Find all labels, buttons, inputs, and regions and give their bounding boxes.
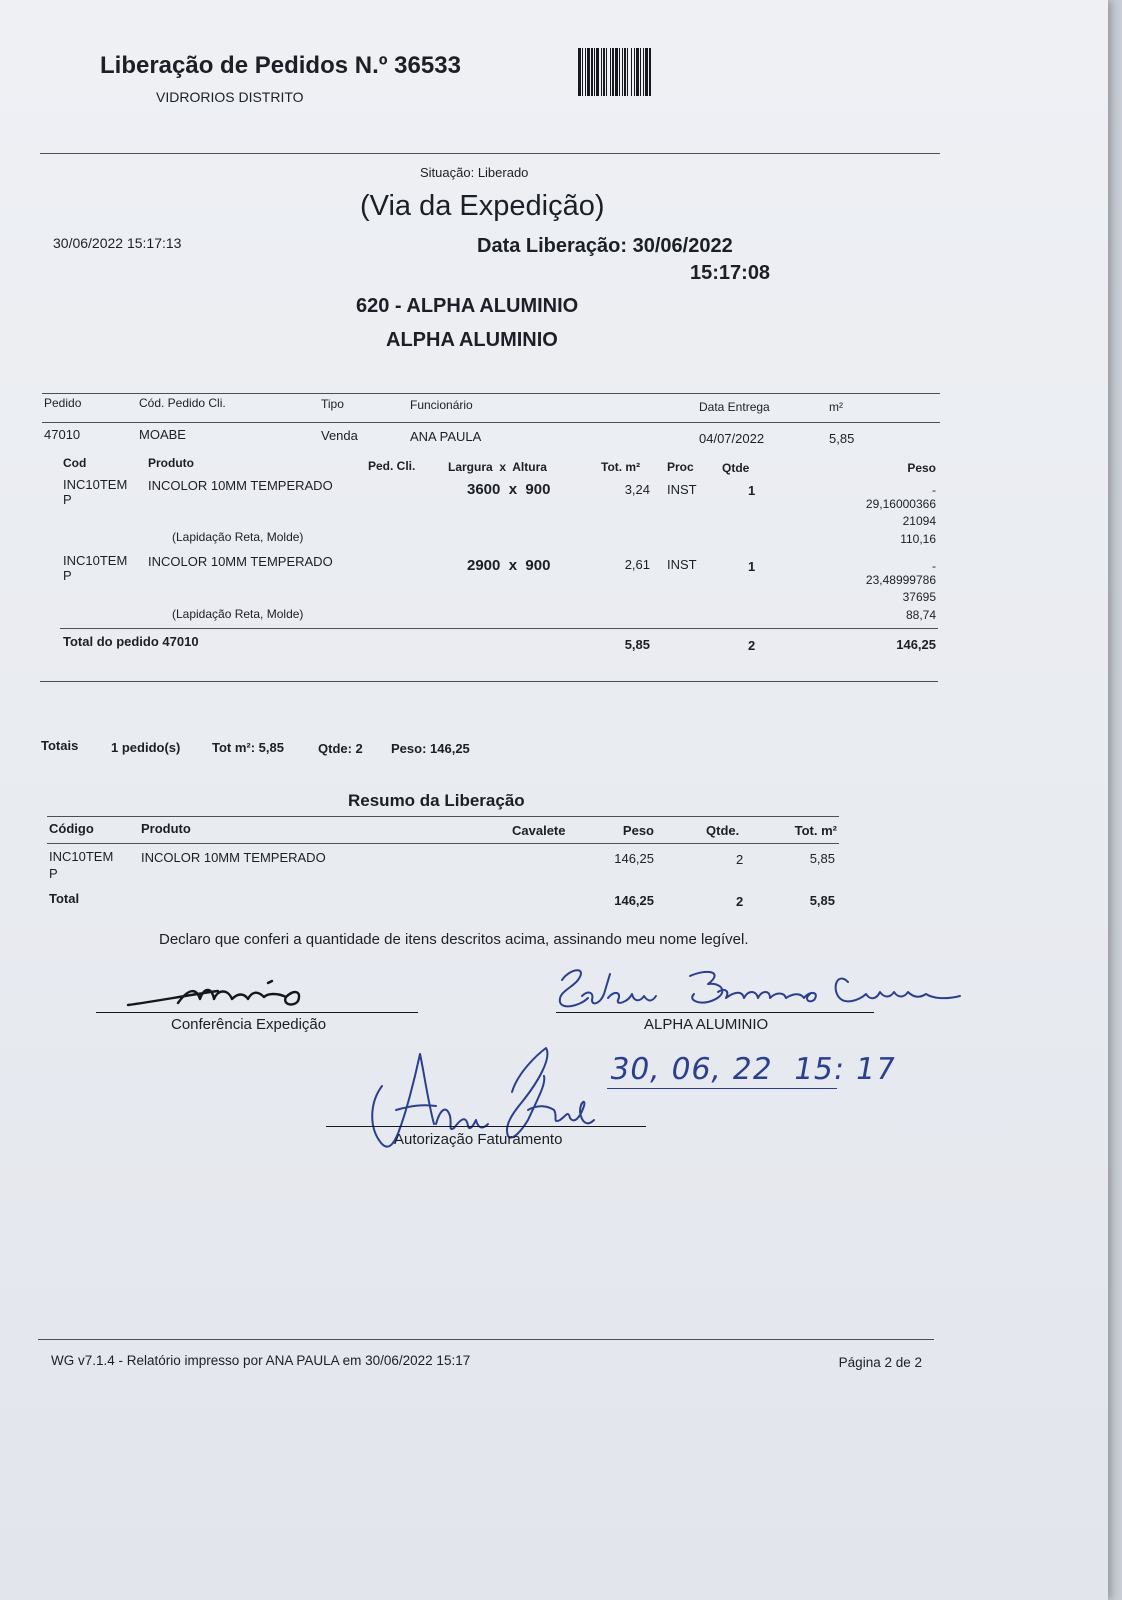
- signature-label-autorizacao: Autorização Faturamento: [394, 1131, 563, 1148]
- client-order-code: MOABE: [139, 427, 186, 442]
- summary-m2: 5,85: [809, 851, 835, 866]
- item-dims: 2900 x 900: [467, 557, 551, 574]
- company-name: VIDRORIOS DISTRITO: [156, 89, 304, 105]
- status-text: Situação: Liberado: [420, 165, 529, 180]
- item-peso-dash: -: [932, 483, 936, 497]
- divider: [60, 628, 938, 629]
- order-type: Venda: [321, 428, 358, 443]
- signature-line: [96, 1012, 418, 1013]
- item-qtde: 1: [748, 559, 756, 574]
- order-m2: 5,85: [829, 431, 855, 446]
- client-name: ALPHA ALUMINIO: [386, 329, 558, 351]
- item-observation: (Lapidação Reta, Molde): [172, 530, 304, 544]
- footer-page-number: Página 2 de 2: [838, 1355, 922, 1370]
- divider: [40, 681, 938, 682]
- barcode: [578, 48, 734, 96]
- item-proc: INST: [667, 557, 697, 572]
- item-peso-total: 110,16: [900, 532, 936, 546]
- summary-col-peso: Peso: [622, 823, 654, 838]
- summary-peso: 146,25: [614, 851, 654, 866]
- item-peso-dash: -: [932, 559, 936, 573]
- item-peso-cont: 21094: [902, 514, 936, 528]
- order-total-m2: 5,85: [624, 637, 650, 652]
- col-cod-pedido-cli: Cód. Pedido Cli.: [139, 396, 226, 410]
- col-m2: m²: [829, 400, 843, 414]
- summary-col-qtde: Qtde.: [706, 823, 740, 838]
- employee: ANA PAULA: [410, 429, 482, 444]
- order-total-qtde: 2: [748, 638, 756, 653]
- release-time: 15:17:08: [690, 262, 771, 284]
- divider: [47, 843, 839, 844]
- items-col-tot-m2: Tot. m²: [601, 460, 641, 474]
- items-col-peso: Peso: [907, 461, 936, 475]
- totals-orders: 1 pedido(s): [111, 740, 181, 755]
- col-data-entrega: Data Entrega: [699, 400, 770, 414]
- item-code: INC10TEM: [63, 477, 128, 492]
- summary-code-cont: P: [49, 866, 58, 881]
- items-col-ped-cli: Ped. Cli.: [368, 459, 416, 473]
- order-total-label: Total do pedido 47010: [63, 634, 199, 649]
- release-date: Data Liberação: 30/06/2022: [477, 235, 733, 257]
- summary-total-m2: 5,85: [809, 893, 835, 908]
- divider: [38, 1339, 934, 1340]
- delivery-date: 04/07/2022: [699, 431, 765, 446]
- summary-total-label: Total: [49, 891, 80, 906]
- summary-title: Resumo da Liberação: [348, 791, 525, 810]
- item-peso: 29,16000366: [865, 497, 936, 511]
- barcode-bar: [651, 48, 652, 96]
- item-peso-cont: 37695: [902, 590, 936, 604]
- signature-line: [556, 1012, 874, 1013]
- signature-client: [548, 962, 990, 1018]
- col-funcionario: Funcionário: [410, 398, 473, 412]
- summary-total-qtde: 2: [736, 894, 744, 909]
- item-peso-total: 88,74: [905, 608, 936, 622]
- item-observation: (Lapidação Reta, Molde): [172, 607, 304, 621]
- summary-col-codigo: Código: [49, 821, 94, 836]
- items-col-proc: Proc: [667, 460, 694, 474]
- item-peso: 23,48999786: [865, 573, 936, 587]
- summary-product: INCOLOR 10MM TEMPERADO: [141, 850, 326, 865]
- summary-col-m2: Tot. m²: [794, 823, 837, 838]
- totals-m2: Tot m²: 5,85: [212, 740, 284, 755]
- items-col-produto: Produto: [148, 456, 194, 470]
- item-qtde: 1: [748, 483, 756, 498]
- summary-code: INC10TEM: [49, 849, 114, 864]
- summary-col-produto: Produto: [141, 821, 191, 836]
- item-product: INCOLOR 10MM TEMPERADO: [148, 554, 333, 569]
- items-col-qtde: Qtde: [722, 461, 750, 475]
- handwritten-date: 30, 06, 22 15: 17: [606, 1052, 899, 1087]
- declaration-text: Declaro que conferi a quantidade de itens descritos acima, assinando meu nome legível.: [159, 931, 749, 948]
- col-pedido: Pedido: [44, 396, 82, 410]
- item-tot-m2: 2,61: [624, 557, 650, 572]
- client-code-name: 620 - ALPHA ALUMINIO: [356, 295, 579, 317]
- divider: [42, 393, 940, 394]
- divider: [47, 816, 839, 817]
- totals-label: Totais: [41, 738, 79, 753]
- signature-conferencia: [118, 975, 318, 1015]
- summary-col-cavalete: Cavalete: [512, 823, 566, 838]
- totals-qtde: Qtde: 2: [318, 741, 363, 756]
- items-col-dims: Largura x Altura: [448, 460, 547, 474]
- item-code: INC10TEM: [63, 553, 128, 568]
- totals-peso: Peso: 146,25: [391, 741, 470, 756]
- footer-printed-by: WG v7.1.4 - Relatório impresso por ANA PAULA em 30/06/2022 15:17: [51, 1353, 471, 1368]
- order-total-peso: 146,25: [896, 637, 936, 652]
- divider: [42, 422, 940, 423]
- items-col-cod: Cod: [63, 456, 87, 470]
- printed-datetime: 30/06/2022 15:17:13: [53, 235, 182, 251]
- divider: [40, 153, 940, 154]
- item-dims: 3600 x 900: [467, 481, 551, 498]
- signature-line: [326, 1126, 646, 1127]
- summary-total-peso: 146,25: [614, 893, 654, 908]
- signature-label-client: ALPHA ALUMINIO: [644, 1016, 769, 1033]
- summary-qtde: 2: [736, 852, 744, 867]
- item-code-cont: P: [63, 568, 72, 583]
- item-code-cont: P: [63, 492, 72, 507]
- order-number: 47010: [44, 427, 81, 442]
- signature-label-conferencia: Conferência Expedição: [171, 1016, 327, 1033]
- item-product: INCOLOR 10MM TEMPERADO: [148, 478, 333, 493]
- copy-type: (Via da Expedição): [360, 190, 605, 222]
- item-proc: INST: [667, 482, 697, 497]
- col-tipo: Tipo: [321, 397, 344, 411]
- item-tot-m2: 3,24: [624, 482, 650, 497]
- date-underline: [607, 1088, 837, 1089]
- document-title: Liberação de Pedidos N.º 36533: [100, 52, 461, 79]
